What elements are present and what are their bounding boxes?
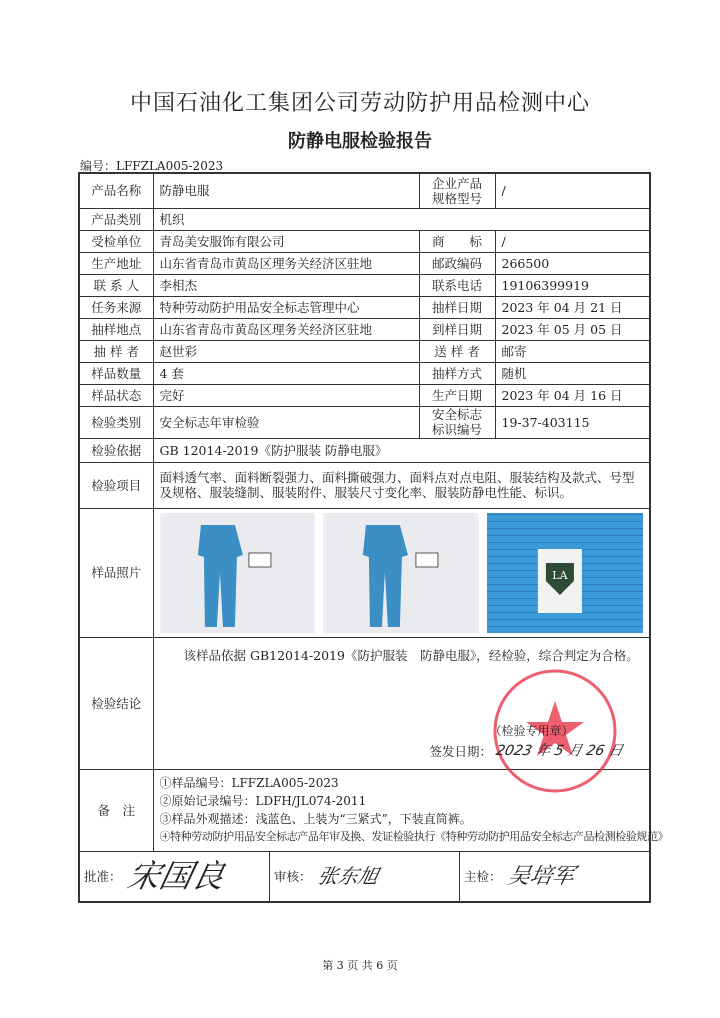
- field-value: 赵世彩: [153, 340, 419, 362]
- table-row: [79, 362, 650, 384]
- main-inspector-label: 主检：: [464, 868, 502, 884]
- field-label: 生产地址: [79, 252, 153, 274]
- row-label: 检验结论: [79, 637, 153, 769]
- remark-item: ②原始记录编号：LDFH/JL074-2011: [159, 794, 367, 808]
- field-value: 青岛美安服饰有限公司: [153, 230, 419, 252]
- field-label: 到样日期: [419, 318, 495, 340]
- field-value: 山东省青岛市黄岛区理务关经济区驻地: [153, 318, 419, 340]
- table-row: [79, 318, 650, 340]
- field-value: GB 12014-2019《防护服装 防静电服》: [153, 438, 650, 462]
- field-label: 送 样 者: [419, 340, 495, 362]
- remark-item: ④特种劳动防护用品安全标志产品年审及换、发证检验执行《特种劳动防护用品安全标志产品检测检验规范》: [159, 830, 669, 843]
- issue-date-value: 2023 年 5 月 26 日: [494, 742, 625, 759]
- signature-row: [79, 851, 650, 902]
- field-value: 2023 年 05 月 05 日: [495, 318, 650, 340]
- table-row: [79, 438, 650, 462]
- field-value: 机织: [153, 208, 650, 230]
- approve-signature: 宋国良: [123, 856, 228, 895]
- field-label: 邮政编码: [419, 252, 495, 274]
- issue-date-label: 签发日期：: [429, 743, 493, 759]
- table-row: [79, 274, 650, 296]
- field-value: 邮寄: [495, 340, 650, 362]
- field-label: 检验项目: [79, 462, 153, 508]
- field-label: 生产日期: [419, 384, 495, 406]
- table-row: [79, 384, 650, 406]
- field-label: 任务来源: [79, 296, 153, 318]
- table-row: [79, 173, 650, 208]
- field-label: 抽样方式: [419, 362, 495, 384]
- field-label: 商 标: [419, 230, 495, 252]
- table-row: [79, 230, 650, 252]
- review-signature: 张东旭: [315, 863, 381, 888]
- field-value: 面料透气率、面料断裂强力、面料撕破强力、面料点对点电阻、服装结构及款式、号型及规格、服装缝制、服装附件、服装尺寸变化率、服装防静电性能、标识。: [153, 462, 650, 508]
- field-label: 抽 样 者: [79, 340, 153, 362]
- row-label: 备 注: [79, 769, 153, 851]
- field-value: 完好: [153, 384, 419, 406]
- field-value: 19106399919: [495, 274, 650, 296]
- table-row: [79, 296, 650, 318]
- page-footer: 第 3 页 共 6 页: [322, 959, 398, 972]
- remark-item: ③样品外观描述：浅蓝色、上装为“三紧式”，下装直筒裤。: [159, 812, 472, 826]
- field-label: 安全标志 标识编号: [419, 406, 495, 438]
- table-row: [79, 252, 650, 274]
- field-label: 企业产品 规格型号: [419, 173, 495, 208]
- field-value: 随机: [495, 362, 650, 384]
- photo-row: [79, 508, 650, 637]
- tag-logo: LA: [552, 568, 568, 582]
- row-label: 样品照片: [79, 508, 153, 637]
- org-title: 中国石油化工集团公司劳动防护用品检测中心: [129, 91, 590, 116]
- sample-photo-back: [323, 513, 479, 633]
- review-label: 审核：: [274, 868, 312, 884]
- table-row: [79, 340, 650, 362]
- field-value: 2023 年 04 月 16 日: [495, 384, 650, 406]
- field-label: 受检单位: [79, 230, 153, 252]
- sample-photo-front: [160, 513, 316, 633]
- field-value: 2023 年 04 月 21 日: [495, 296, 650, 318]
- report-table: [78, 172, 669, 903]
- sample-photo-label: [487, 513, 643, 633]
- field-label: 检验类别: [79, 406, 153, 438]
- field-value: 防静电服: [153, 173, 419, 208]
- field-label: 抽样日期: [419, 296, 495, 318]
- table-row: [79, 406, 650, 438]
- conclusion-text: 该样品依据 GB12014-2019《防护服装 防静电服》，经检验，综合判定为合格。: [183, 647, 639, 663]
- field-value: 特种劳动防护用品安全标志管理中心: [153, 296, 419, 318]
- field-value: /: [495, 230, 650, 252]
- approve-label: 批准：: [84, 868, 122, 884]
- field-label: 样品状态: [79, 384, 153, 406]
- remark-item: ①样品编号：LFFZLA005-2023: [159, 776, 339, 790]
- field-value: 266500: [495, 252, 650, 274]
- field-value: 山东省青岛市黄岛区理务关经济区驻地: [153, 252, 419, 274]
- field-value: 19-37-403115: [495, 406, 650, 438]
- field-label: 联 系 人: [79, 274, 153, 296]
- field-label: 产品名称: [79, 173, 153, 208]
- field-value: /: [495, 173, 650, 208]
- report-title: 防静电服检验报告: [288, 131, 432, 152]
- field-label: 样品数量: [79, 362, 153, 384]
- seal-note: （检验专用章）: [489, 723, 574, 738]
- field-label: 抽样地点: [79, 318, 153, 340]
- conclusion-row: [79, 637, 650, 769]
- field-value: 李相杰: [153, 274, 419, 296]
- table-row: [79, 462, 650, 508]
- field-label: 产品类别: [79, 208, 153, 230]
- field-label: 检验依据: [79, 438, 153, 462]
- field-value: 安全标志年审检验: [153, 406, 419, 438]
- table-row: [79, 208, 650, 230]
- main-inspector-signature: 吴培军: [504, 863, 577, 889]
- field-label: 联系电话: [419, 274, 495, 296]
- field-value: 4 套: [153, 362, 419, 384]
- report-number: 编号：LFFZLA005-2023: [80, 159, 224, 173]
